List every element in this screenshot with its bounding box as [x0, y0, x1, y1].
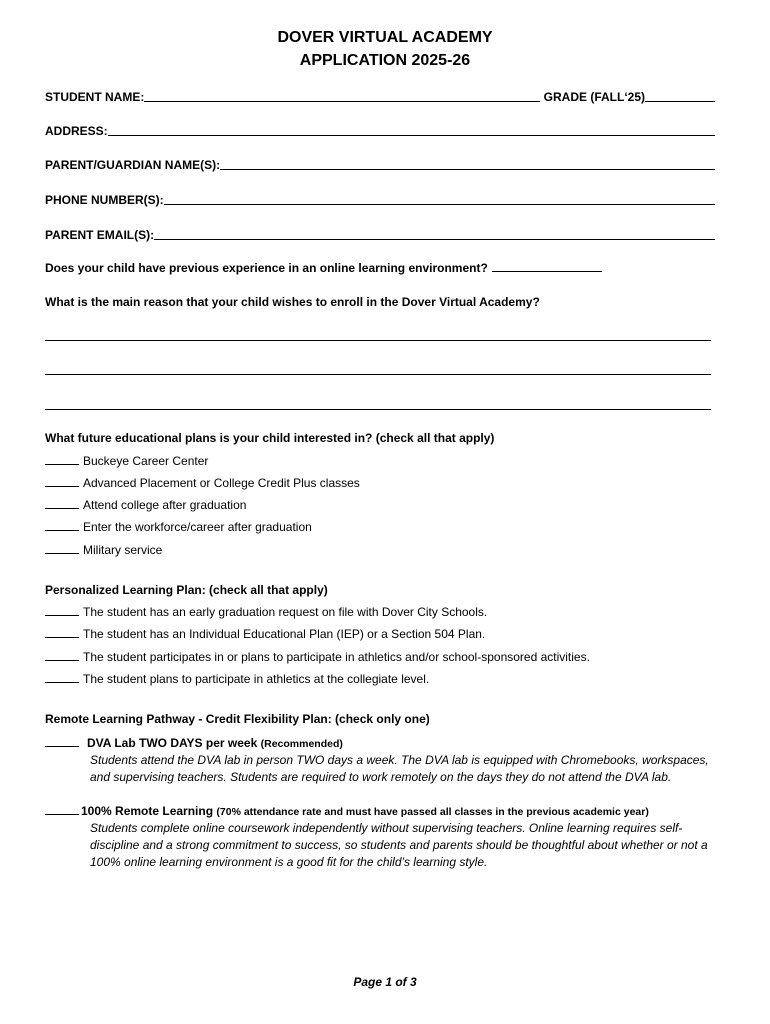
email-row — [45, 228, 715, 242]
email-field[interactable] — [154, 229, 715, 240]
parent-name-label: PARENT/GUARDIAN NAME(S): — [45, 158, 221, 172]
checkbox-blank[interactable] — [45, 650, 79, 661]
school-title: DOVER VIRTUAL ACADEMY — [277, 29, 493, 46]
pathway-title: DVA Lab TWO DAYS per week — [87, 736, 258, 750]
personalized-plan-option: The student participates in or plans to participate in athletics and/or school-sponsored activities. — [45, 650, 590, 664]
future-plan-option: Buckeye Career Center — [45, 454, 208, 468]
online-experience-field[interactable] — [492, 261, 602, 272]
pathway-description: Students attend the DVA lab in person TWO days a week. The DVA lab is equipped with Chromebooks, workspaces, and supervising teachers. Students are required to work remotely on the days they do not attend the DVA lab. — [90, 753, 709, 784]
future-plan-option: Attend college after graduation — [45, 498, 246, 512]
parent-name-field[interactable] — [220, 159, 715, 170]
grade-label: GRADE (FALL‘25) — [543, 90, 645, 104]
checkbox-blank[interactable] — [45, 804, 79, 815]
grade-field[interactable] — [645, 91, 715, 102]
email-label: PARENT EMAIL(S): — [45, 228, 155, 242]
checkbox-blank[interactable] — [45, 454, 79, 465]
checkbox-blank[interactable] — [45, 476, 79, 487]
pathway-option-remote — [45, 804, 649, 818]
address-row — [45, 124, 715, 138]
checkbox-blank[interactable] — [45, 498, 79, 509]
student-name-field[interactable] — [144, 91, 539, 102]
checkbox-blank[interactable] — [45, 520, 79, 531]
checkbox-blank[interactable] — [45, 543, 79, 554]
student-name-label: STUDENT NAME: — [45, 90, 145, 104]
pathway-note: (Recommended) — [260, 738, 343, 750]
page-number: Page 1 of 3 — [353, 975, 417, 989]
student-name-row — [45, 90, 715, 104]
checkbox-blank[interactable] — [45, 627, 79, 638]
address-label: ADDRESS: — [45, 124, 108, 138]
pathway-option-dva-lab — [45, 736, 343, 750]
checkbox-blank[interactable] — [45, 605, 79, 616]
pathway-note: (70% attendance rate and must have passed all classes in the previous academic year) — [216, 806, 649, 818]
future-plan-option: Advanced Placement or College Credit Plus classes — [45, 476, 360, 490]
future-plan-option: Enter the workforce/career after graduation — [45, 520, 312, 534]
personalized-plan-option: The student has an early graduation request on file with Dover City Schools. — [45, 605, 487, 619]
personalized-plan-option: The student plans to participate in athletics at the collegiate level. — [45, 672, 429, 686]
future-plans-heading: What future educational plans is your child interested in? (check all that apply) — [45, 431, 495, 445]
remote-pathway-heading: Remote Learning Pathway - Credit Flexibility Plan: (check only one) — [45, 712, 430, 726]
pathway-title: 100% Remote Learning — [81, 804, 214, 818]
pathway-description: Students complete online coursework independently without supervising teachers. Online learning requires self-discipline and a strong commitment to success, so students and parents should be thoughtful about whether or not a 100% online learning environment is a good fit for the child’s learning style. — [90, 821, 708, 869]
main-reason-line-2[interactable] — [45, 374, 711, 375]
future-plan-option: Military service — [45, 543, 162, 557]
address-field[interactable] — [108, 125, 715, 136]
main-reason-line-3[interactable] — [45, 409, 711, 410]
main-reason-question: What is the main reason that your child wishes to enroll in the Dover Virtual Academy? — [45, 295, 540, 309]
online-experience-question: Does your child have previous experience in an online learning environment? — [45, 261, 488, 275]
phone-field[interactable] — [164, 194, 715, 205]
phone-row — [45, 193, 715, 207]
checkbox-blank[interactable] — [45, 736, 79, 747]
application-title: APPLICATION 2025-26 — [299, 52, 471, 69]
personalized-plan-heading: Personalized Learning Plan: (check all that apply) — [45, 583, 328, 597]
checkbox-blank[interactable] — [45, 672, 79, 683]
online-experience-row — [45, 261, 715, 275]
main-reason-line-1[interactable] — [45, 340, 711, 341]
phone-label: PHONE NUMBER(S): — [45, 193, 164, 207]
personalized-plan-option: The student has an Individual Educational Plan (IEP) or a Section 504 Plan. — [45, 627, 485, 641]
parent-name-row — [45, 158, 715, 172]
